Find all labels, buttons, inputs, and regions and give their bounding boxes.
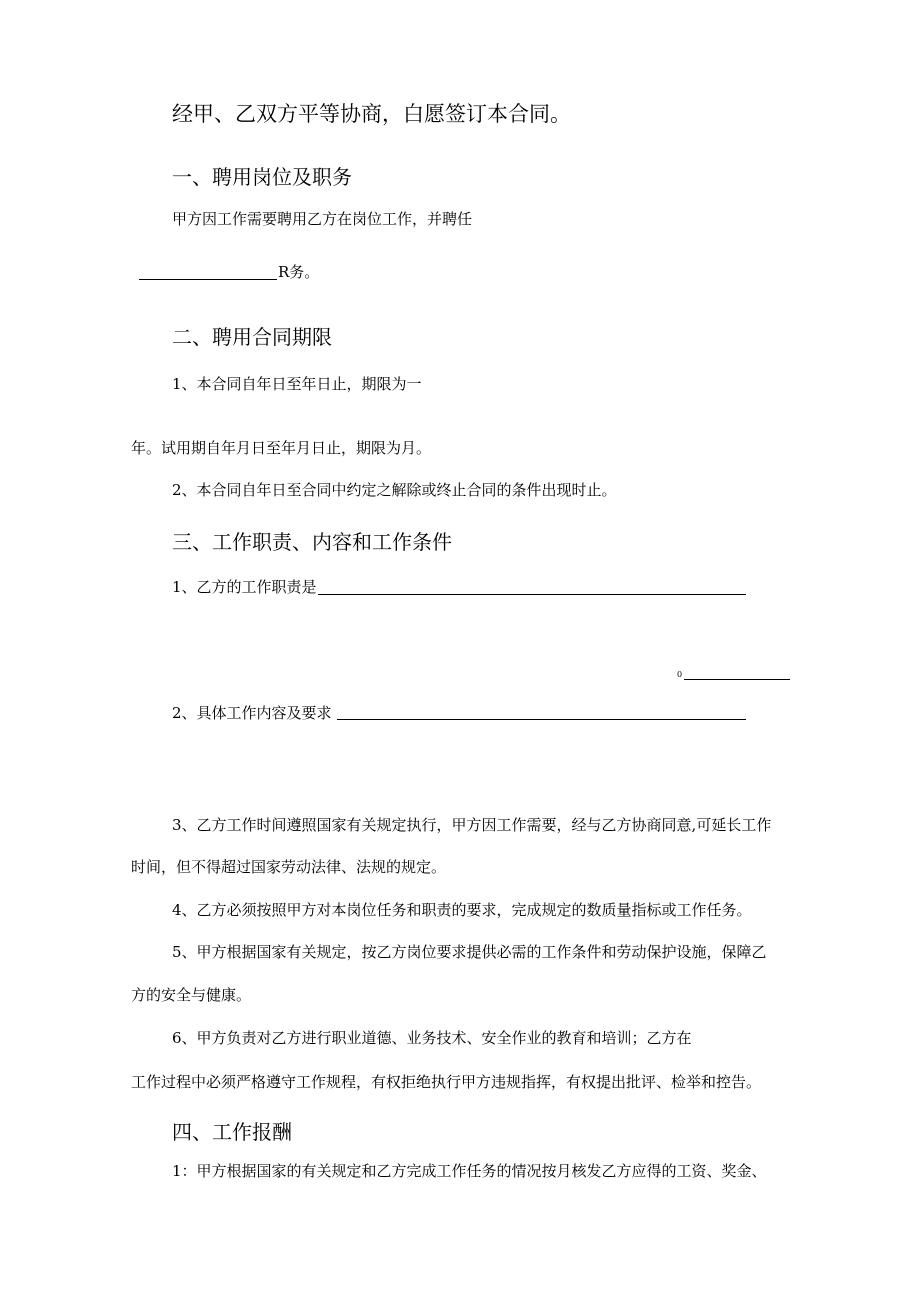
section-2-item-2: 2、本合同自年日至合同中约定之解除或终止合同的条件出现时止。 [172,481,617,499]
work-content-blank [337,719,746,720]
section-4-item-1: 1：甲方根据国家的有关规定和乙方完成工作任务的情况按月核发乙方应得的工资、奖金、 [172,1162,767,1180]
duties-blank [318,594,746,595]
section-2-item-1a: 1、本合同自年日至年日止，期限为一 [172,375,422,393]
section-3-item-4: 4、乙方必须按照甲方对本岗位任务和职责的要求，完成规定的数质量指标或工作任务。 [172,901,752,919]
section-1-line-2: R务。 [278,263,320,281]
section-1-line-1: 甲方因工作需要聘用乙方在岗位工作，并聘任 [172,210,473,228]
section-3-item-5a: 5、甲方根据国家有关规定，按乙方岗位要求提供必需的工作条件和劳动保护设施，保障乙 [172,943,767,961]
section-3-item-5b: 方的安全与健康。 [131,986,252,1004]
section-1-heading: 一、聘用岗位及职务 [172,165,352,189]
section-3-heading: 三、工作职责、内容和工作条件 [172,530,452,554]
intro-text: 经甲、乙双方平等协商，白愿签订本合同。 [172,102,571,126]
duties-blank-end-mark: 0 [677,670,683,679]
duties-blank-continued [684,679,790,680]
section-3-item-3b: 时间，但不得超过国家劳动法律、法规的规定。 [131,858,447,876]
section-4-heading: 四、工作报酬 [172,1120,292,1144]
section-3-item-6b: 工作过程中必须严格遵守工作规程，有权拒绝执行甲方违规指挥，有权提出批评、检举和控告。 [131,1073,762,1091]
section-2-heading: 二、聘用合同期限 [172,325,332,349]
section-2-item-1b: 年。试用期自年月日至年月日止，期限为月。 [131,439,432,457]
section-3-item-2: 2、具体工作内容及要求 [172,704,332,722]
section-3-item-3a: 3、乙方工作时间遵照国家有关规定执行，甲方因工作需要，经与乙方协商同意,可延长工作 [172,816,772,834]
job-title-blank [139,279,277,280]
section-3-item-6a: 6、甲方负责对乙方进行职业道德、业务技术、安全作业的教育和培训；乙方在 [172,1029,692,1047]
section-3-item-1: 1、乙方的工作职责是 [172,578,317,596]
